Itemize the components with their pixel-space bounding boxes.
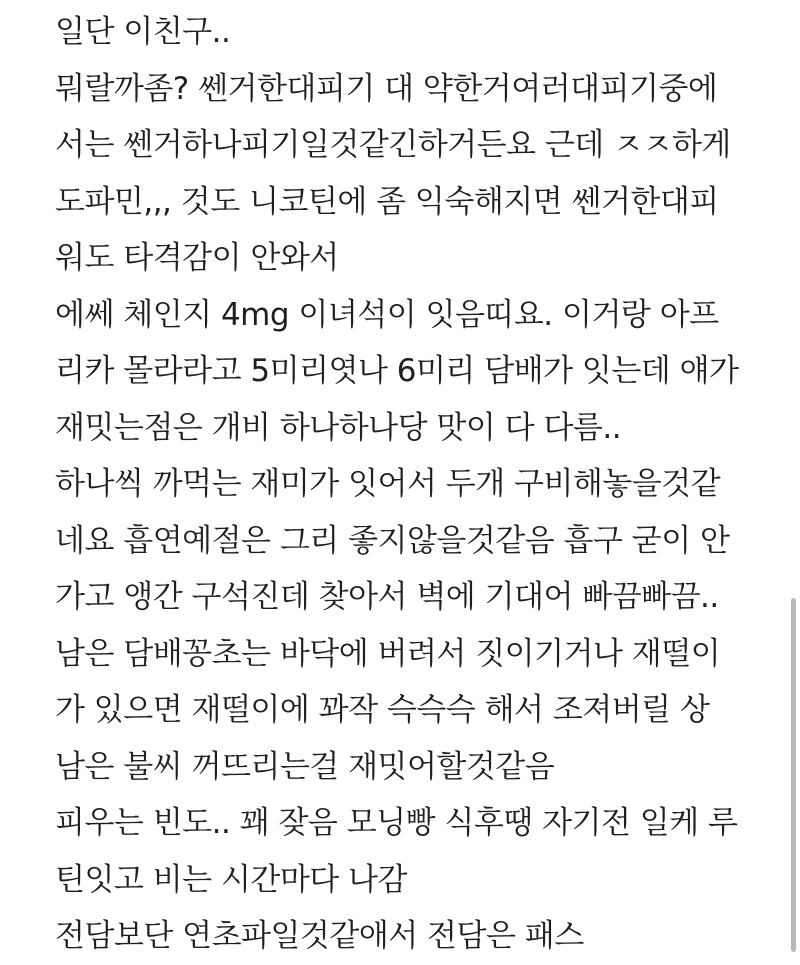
post-line: 일단 이친구.. [55,14,231,50]
post-line: 하나씩 까먹는 재미가 잇어서 두개 구비해놓을것같 [55,466,721,502]
post-line: 서는 쎈거하나피기일것같긴하거든요 근데 ㅈㅈ하게 [55,127,731,163]
post-line: 전담보단 연초파일것같애서 전담은 패스 [55,918,584,954]
post-line: 틴잇고 비는 시간마다 나감 [55,861,407,898]
post-line: 네요 흡연예절은 그리 좋지않을것같음 흡구 굳이 안 [55,522,730,559]
post-line: 남은 불씨 꺼뜨리는걸 재밋어할것같음 [55,748,555,785]
post-line: 가 있으면 재떨이에 꽈작 슥슥슥 해서 조져버릴 상 [55,692,710,728]
post-line: 도파민,,, 것도 니코틴에 좀 익숙해지면 쎈거한대피 [55,183,719,220]
post-line: 재밋는점은 개비 하나하나당 맛이 다 다름.. [55,409,622,446]
post-line: 남은 담배꽁초는 바닥에 버려서 짓이기거나 재떨이 [55,635,721,672]
post-body [55,4,785,965]
post-line: 리카 몰라라고 5미리엿나 6미리 담배가 잇는데 얘가 [55,353,739,389]
scrollbar-thumb[interactable] [791,598,796,952]
post-line: 뭐랄까좀? 쎈거한대피기 대 약한거여러대피기중에 [55,70,718,107]
post-line: 워도 타격감이 안와서 [55,240,339,276]
post-line: 에쎄 체인지 4mg 이녀석이 잇음띠요. 이거랑 아프 [55,296,719,333]
scrollbar[interactable] [786,0,800,952]
post-line: 피우는 빈도.. 꽤 잦음 모닝빵 식후땡 자기전 일케 루 [55,805,738,841]
post-line: 가고 앵간 구석진데 찾아서 벽에 기대어 빠끔빠끔.. [55,579,719,615]
